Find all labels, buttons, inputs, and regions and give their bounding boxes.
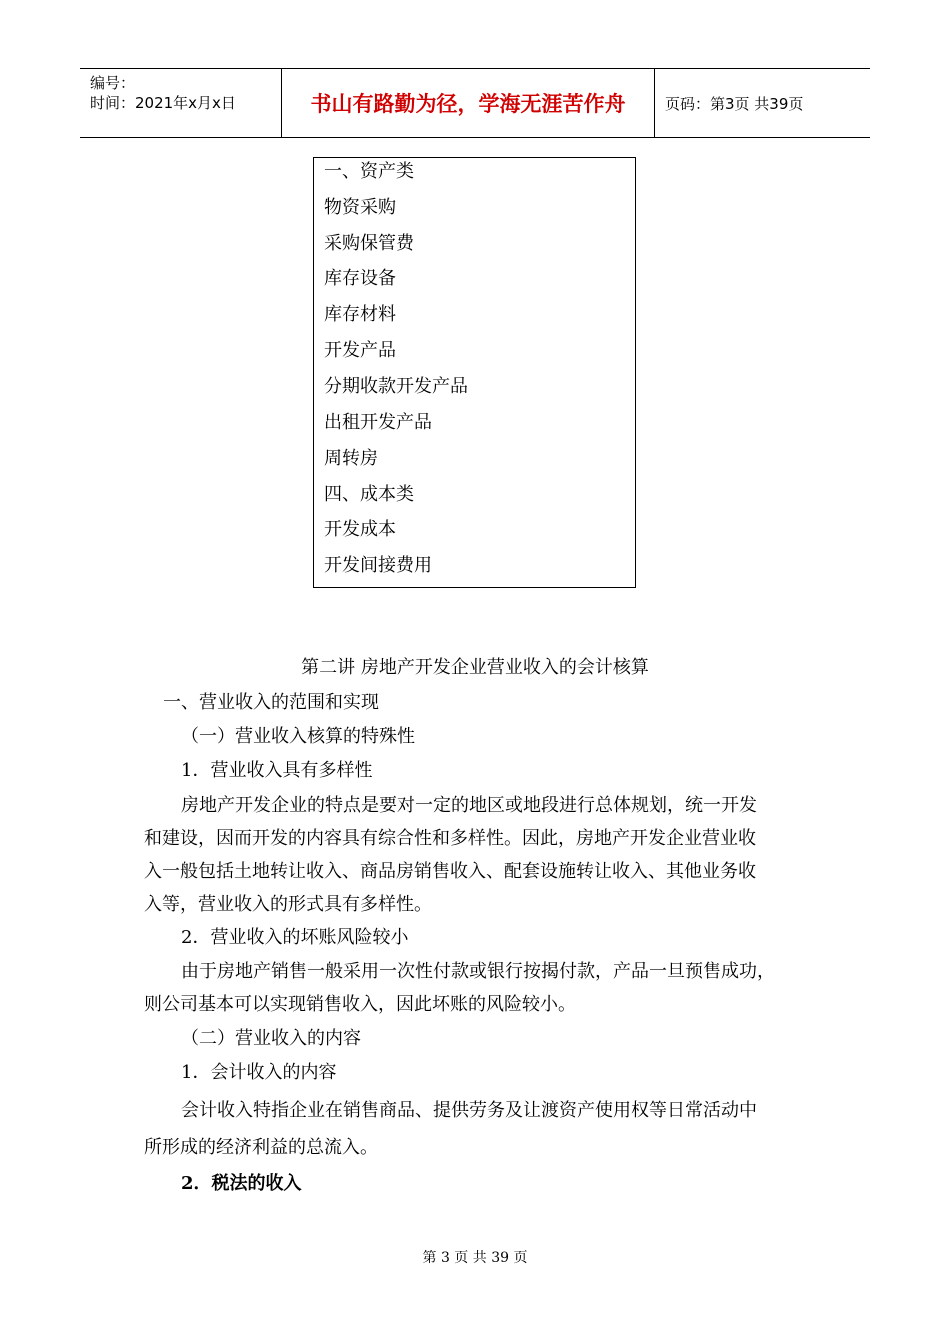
account-list-box: [313, 157, 636, 588]
account-item: 库存设备: [324, 268, 396, 289]
time-label: 时间：2021年x月x日: [90, 94, 236, 112]
paragraph-line: 入等，营业收入的形式具有多样性。: [144, 894, 432, 915]
number-label: 编号：: [90, 74, 136, 92]
header-table: [80, 68, 870, 138]
paragraph-line: 所形成的经济利益的总流入。: [144, 1137, 378, 1158]
paragraph-line: 和建设，因而开发的内容具有综合性和多样性。因此，房地产开发企业营业收: [144, 828, 756, 849]
paragraph-line: 则公司基本可以实现销售收入，因此坏账的风险较小。: [144, 994, 576, 1015]
item-heading: 1．营业收入具有多样性: [181, 760, 373, 781]
lecture-title: 第二讲 房地产开发企业营业收入的会计核算: [301, 657, 649, 678]
section-heading: 一、营业收入的范围和实现: [163, 692, 379, 713]
item-heading: 2．税法的收入: [181, 1173, 302, 1194]
account-item: 开发产品: [324, 340, 396, 361]
account-item: 物资采购: [324, 197, 396, 218]
account-item: 采购保管费: [324, 233, 414, 254]
account-item: 一、资产类: [324, 161, 414, 182]
paragraph-line: 入一般包括土地转让收入、商品房销售收入、配套设施转让收入、其他业务收: [144, 861, 756, 882]
paragraph-line: 会计收入特指企业在销售商品、提供劳务及让渡资产使用权等日常活动中: [181, 1100, 757, 1121]
paragraph-line: 房地产开发企业的特点是要对一定的地区或地段进行总体规划，统一开发: [181, 795, 757, 816]
item-heading: 2．营业收入的坏账风险较小: [181, 927, 409, 948]
page-info: 页码：第3页 共39页: [665, 94, 804, 113]
subsection-heading: （一）营业收入核算的特殊性: [181, 726, 415, 747]
header-left-cell: [80, 69, 282, 137]
account-item: 开发间接费用: [324, 555, 432, 576]
account-item: 分期收款开发产品: [324, 376, 468, 397]
page-footer: 第 3 页 共 39 页: [422, 1250, 528, 1266]
account-item: 出租开发产品: [324, 412, 432, 433]
motto: 书山有路勤为径，学海无涯苦作舟: [282, 69, 655, 137]
account-item: 周转房: [324, 448, 378, 469]
subsection-heading: （二）营业收入的内容: [181, 1028, 361, 1049]
account-item: 四、成本类: [324, 484, 414, 505]
account-item: 开发成本: [324, 519, 396, 540]
account-item: 库存材料: [324, 304, 396, 325]
item-heading: 1．会计收入的内容: [181, 1062, 337, 1083]
paragraph-line: 由于房地产销售一般采用一次性付款或银行按揭付款，产品一旦预售成功，: [181, 961, 775, 982]
